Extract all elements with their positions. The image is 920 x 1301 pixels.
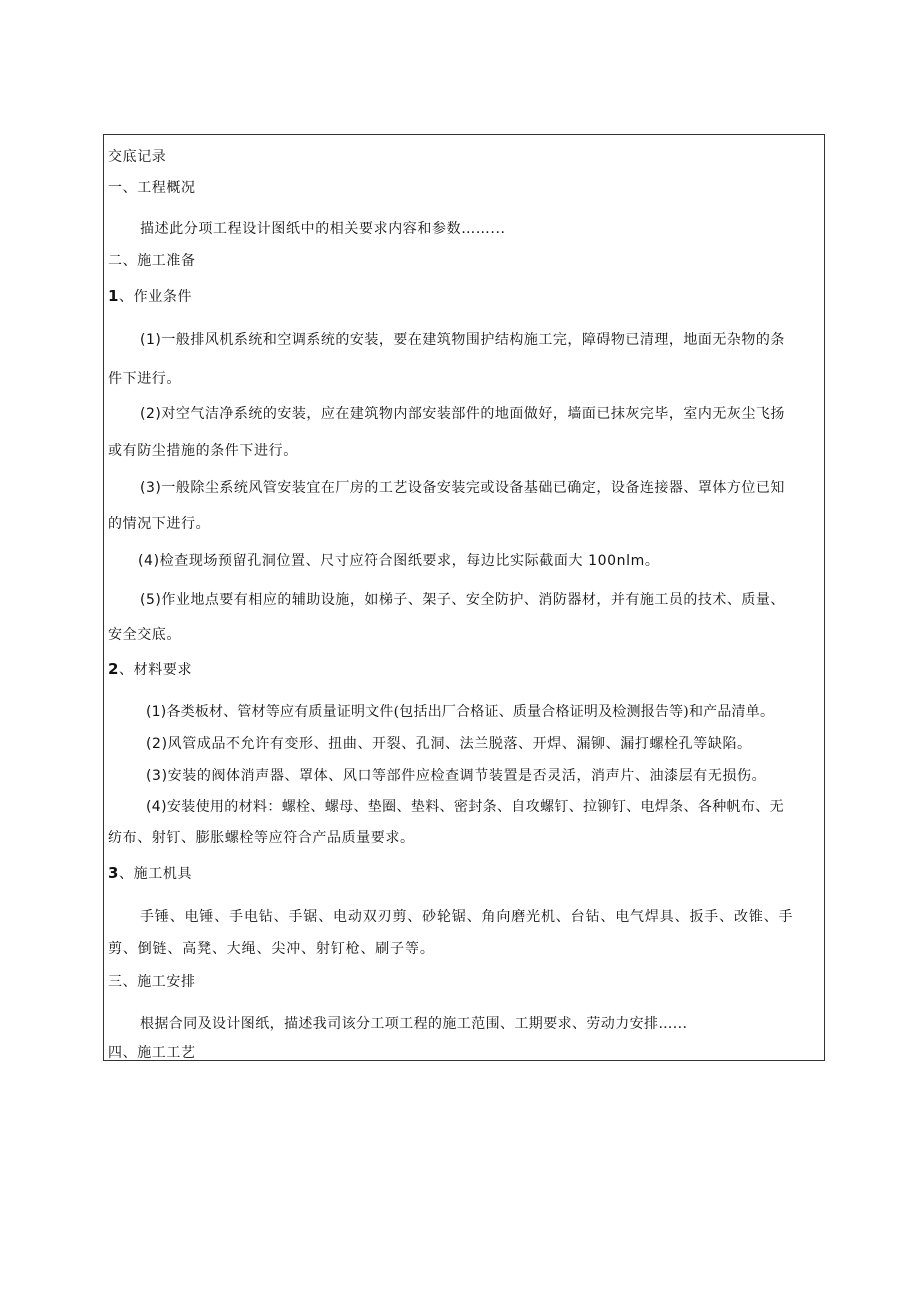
subsection-1-heading	[108, 287, 192, 306]
subsection-2-number: 2	[108, 660, 120, 678]
condition-item-1: (1)一般排风机系统和空调系统的安装，要在建筑物围护结构施工完，障碍物已清理，地面无杂物的条	[140, 332, 785, 348]
subsection-3-heading	[108, 864, 192, 883]
section-4-heading: 四、施工工艺	[108, 1045, 196, 1061]
subsection-1-title: 、作业条件	[119, 289, 193, 305]
condition-item-3: (3)一般除尘系统风管安装宜在厂房的工艺设备安装完或设备基础已确定，设备连接器、罩体方位已知	[140, 480, 785, 496]
section-3-body: 根据合同及设计图纸，描述我司该分工项工程的施工范围、工期要求、劳动力安排…...	[140, 1016, 688, 1032]
condition-item-2: (2)对空气洁净系统的安装，应在建筑物内部安装部件的地面做好，墙面已抹灰完毕，室内无灰尘飞扬	[140, 406, 785, 422]
subsection-3-number: 3	[108, 864, 120, 882]
material-item-4: (4)安装使用的材料：螺栓、螺母、垫圈、垫料、密封条、自攻螺钉、拉铆钉、电焊条、各种帆布、无	[146, 799, 784, 815]
material-item-3: (3)安装的阀体消声器、罩体、风口等部件应检查调节装置是否灵活，消声片、油漆层有无损伤。	[146, 768, 767, 784]
condition-item-1-cont: 件下进行。	[108, 371, 181, 387]
tools-line-2: 剪、倒链、高凳、大绳、尖冲、射钉枪、刷子等。	[108, 941, 435, 957]
subsection-2-title: 、材料要求	[119, 662, 193, 678]
section-1-body: 描述此分项工程设计图纸中的相关要求内容和参数……...	[140, 221, 506, 237]
section-3-heading: 三、施工安排	[108, 974, 196, 990]
material-item-1: (1)各类板材、管材等应有质量证明文件(包括出厂合格证、质量合格证明及检测报告等)和产品清单。	[146, 704, 775, 720]
subsection-1-number: 1	[108, 287, 120, 305]
condition-item-4: (4)检查现场预留孔洞位置、尺寸应符合图纸要求，每边比实际截面大 100nlm。	[138, 553, 660, 569]
condition-item-5: (5)作业地点要有相应的辅助设施，如梯子、架子、安全防护、消防器材，并有施工员的技术、质量、	[140, 592, 785, 608]
material-item-4-cont: 纺布、射钉、膨胀螺栓等应符合产品质量要求。	[108, 830, 415, 846]
condition-item-3-cont: 的情况下进行。	[108, 516, 211, 532]
section-1-heading: 一、工程概况	[108, 180, 196, 196]
section-2-heading: 二、施工准备	[108, 253, 196, 269]
subsection-2-heading	[108, 660, 192, 679]
condition-item-2-cont: 或有防尘措施的条件下进行。	[108, 443, 298, 459]
tools-line-1: 手锤、电锤、手电钻、手锯、电动双刃剪、砂轮锯、角向磨光机、台钻、电气焊具、扳手、改锥、手	[140, 909, 794, 925]
subsection-3-title: 、施工机具	[119, 866, 193, 882]
record-title: 交底记录	[108, 149, 167, 165]
material-item-2: (2)风管成品不允许有变形、扭曲、开裂、孔洞、法兰脱落、开焊、漏铆、漏打螺栓孔等缺陷。	[146, 736, 752, 752]
condition-item-5-cont: 安全交底。	[108, 627, 181, 643]
